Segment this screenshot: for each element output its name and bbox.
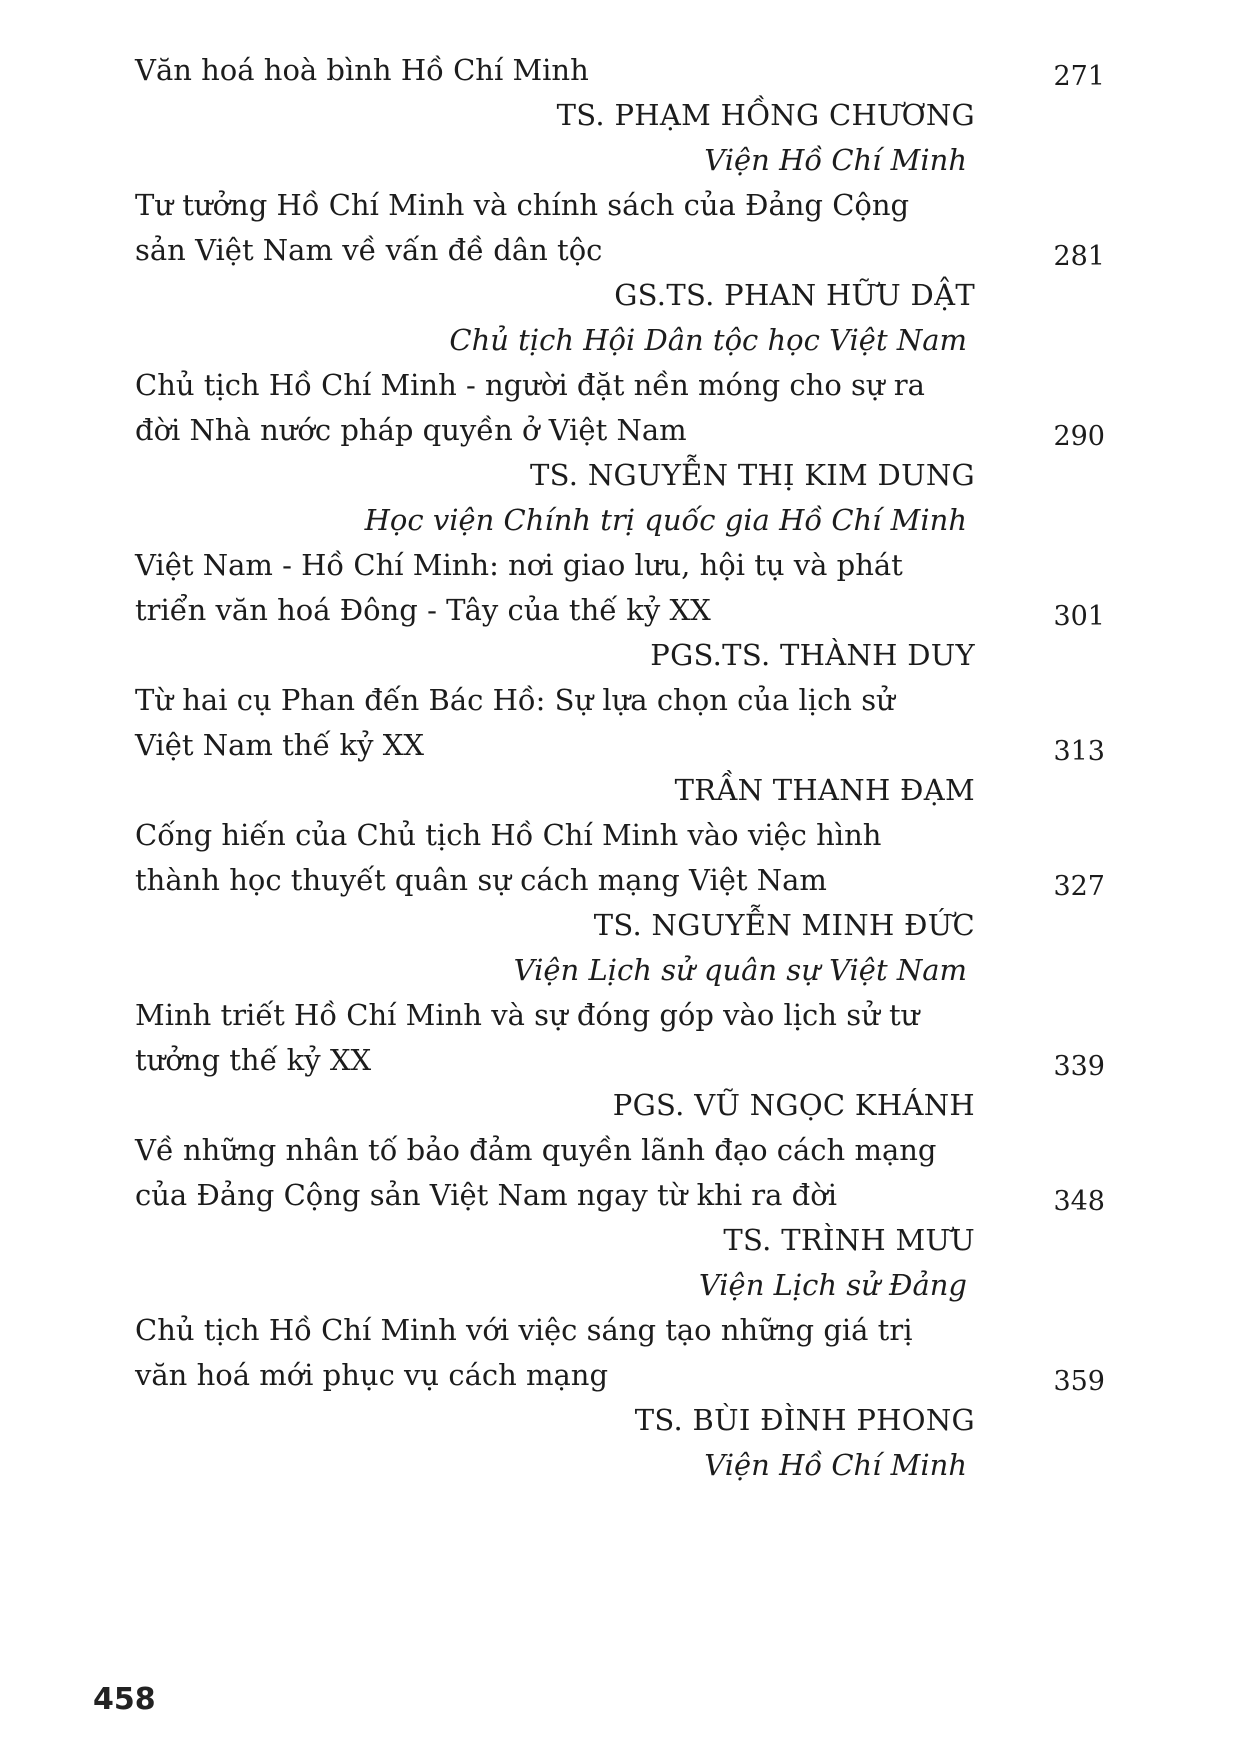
entry-title	[125, 813, 995, 903]
entry-affiliation: Viện Hồ Chí Minh	[704, 143, 967, 177]
entry-author: TS. TRÌNH MƯU	[723, 1223, 975, 1257]
entry-affiliation: Viện Lịch sử quân sự Việt Nam	[513, 953, 967, 987]
toc-entry	[125, 543, 1115, 678]
toc-entry	[125, 1128, 1115, 1308]
entry-title	[125, 183, 995, 273]
entry-title-line: đời Nhà nước pháp quyền ở Việt Nam	[135, 413, 687, 447]
entry-author: PGS.TS. THÀNH DUY	[650, 638, 975, 672]
toc-entry	[125, 48, 1115, 183]
entry-title-line: Về những nhân tố bảo đảm quyền lãnh đạo cách mạng	[135, 1133, 937, 1167]
entry-affiliation: Chủ tịch Hội Dân tộc học Việt Nam	[449, 323, 967, 357]
entry-title	[125, 1308, 995, 1398]
entry-page-number: 359	[1053, 1366, 1105, 1397]
entry-affiliation: Viện Hồ Chí Minh	[704, 1448, 967, 1482]
entry-author: TRẦN THANH ĐẠM	[674, 773, 975, 807]
entry-affiliation: Viện Lịch sử Đảng	[698, 1268, 967, 1302]
toc-entry	[125, 183, 1115, 363]
entry-page-number: 327	[1053, 871, 1105, 902]
toc-entry	[125, 363, 1115, 543]
entry-title-line: Việt Nam thế kỷ XX	[135, 728, 424, 762]
entry-title-line: Văn hoá hoà bình Hồ Chí Minh	[135, 53, 589, 87]
entry-page-number: 301	[1053, 601, 1105, 632]
entry-author: PGS. VŨ NGỌC KHÁNH	[612, 1088, 975, 1122]
entry-title-line: Minh triết Hồ Chí Minh và sự đóng góp vào lịch sử tư	[135, 998, 920, 1032]
entry-title-line: Cống hiến của Chủ tịch Hồ Chí Minh vào việc hình	[135, 818, 882, 852]
entry-title-line: Từ hai cụ Phan đến Bác Hồ: Sự lựa chọn của lịch sử	[135, 683, 895, 717]
entry-title-line: Chủ tịch Hồ Chí Minh với việc sáng tạo những giá trị	[135, 1313, 913, 1347]
entry-author: TS. PHẠM HỒNG CHƯƠNG	[556, 98, 975, 132]
entry-title	[125, 1128, 995, 1218]
entry-title-line: Tư tưởng Hồ Chí Minh và chính sách của Đảng Cộng	[135, 188, 910, 222]
toc-entry	[125, 678, 1115, 813]
entry-author: GS.TS. PHAN HỮU DẬT	[614, 278, 975, 312]
entry-author: TS. NGUYỄN MINH ĐỨC	[593, 908, 975, 942]
entry-title	[125, 48, 995, 93]
entry-title-line: của Đảng Cộng sản Việt Nam ngay từ khi ra đời	[135, 1178, 837, 1212]
entry-page-number: 290	[1053, 421, 1105, 452]
entry-author: TS. NGUYỄN THỊ KIM DUNG	[530, 458, 975, 492]
entry-affiliation: Học viện Chính trị quốc gia Hồ Chí Minh	[364, 503, 967, 537]
entry-title-line: Chủ tịch Hồ Chí Minh - người đặt nền móng cho sự ra	[135, 368, 925, 402]
entry-page-number: 348	[1053, 1186, 1105, 1217]
entry-author: TS. BÙI ĐÌNH PHONG	[634, 1403, 975, 1437]
entry-title-line: triển văn hoá Đông - Tây của thế kỷ XX	[135, 593, 711, 627]
toc-entry	[125, 993, 1115, 1128]
entry-page-number: 339	[1053, 1051, 1105, 1082]
entry-title	[125, 543, 995, 633]
entry-title	[125, 363, 995, 453]
entry-page-number: 313	[1053, 736, 1105, 767]
entry-title-line: Việt Nam - Hồ Chí Minh: nơi giao lưu, hội tụ và phát	[135, 548, 903, 582]
entry-title-line: sản Việt Nam về vấn đề dân tộc	[135, 233, 603, 267]
entry-title-line: văn hoá mới phục vụ cách mạng	[135, 1358, 609, 1392]
page-number: 458	[93, 1682, 156, 1717]
entry-title	[125, 678, 995, 768]
toc-entry	[125, 813, 1115, 993]
table-of-contents	[125, 48, 1115, 1488]
entry-title	[125, 993, 995, 1083]
entry-page-number: 281	[1053, 241, 1105, 272]
entry-title-line: thành học thuyết quân sự cách mạng Việt Nam	[135, 863, 827, 897]
entry-page-number: 271	[1053, 61, 1105, 92]
entry-title-line: tưởng thế kỷ XX	[135, 1043, 372, 1077]
toc-entry	[125, 1308, 1115, 1488]
